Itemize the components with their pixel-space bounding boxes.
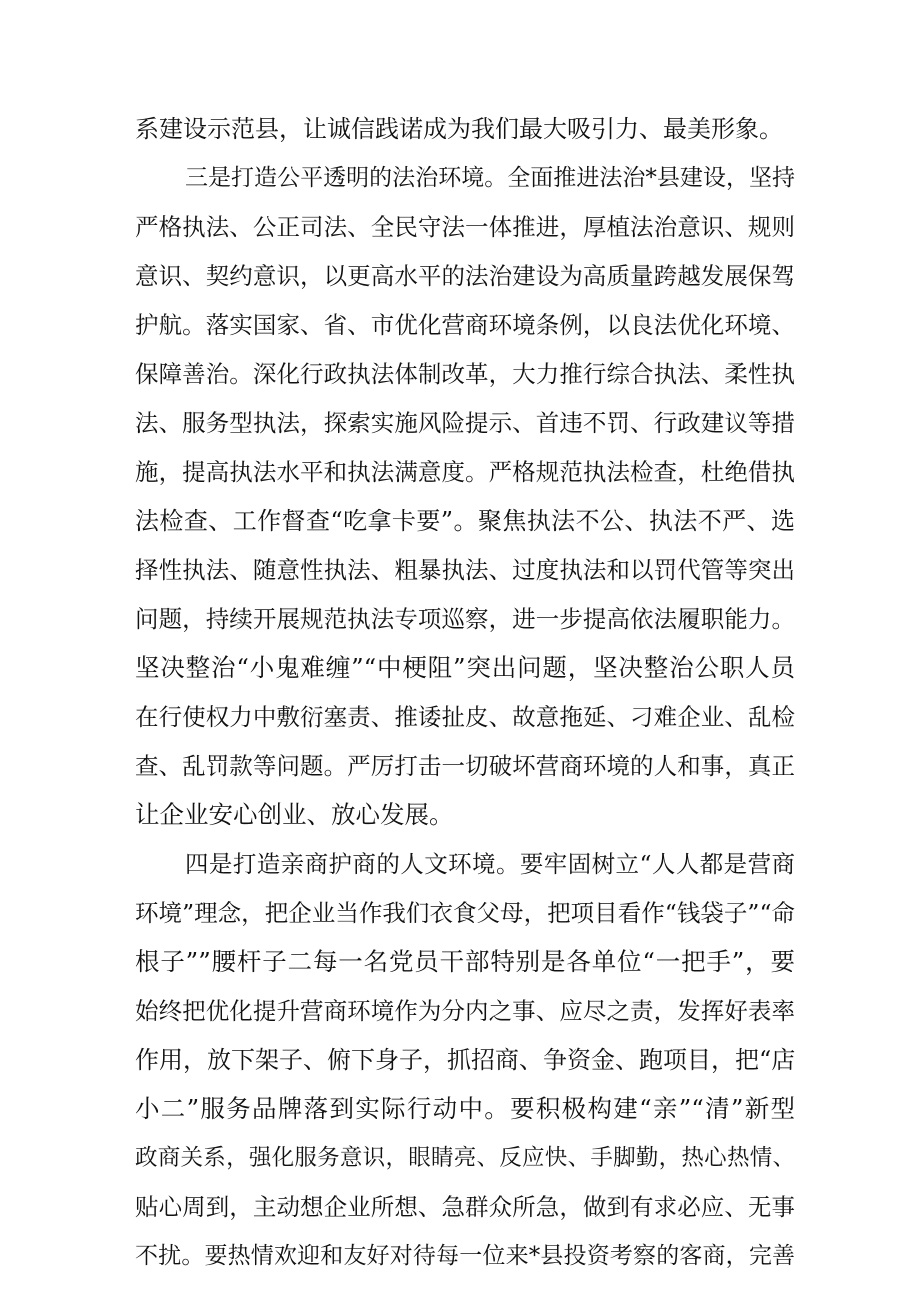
paragraph-line: 坚决整治“小鬼难缠”“中梗阻”突出问题，坚决整治公职人员 — [135, 653, 795, 682]
paragraph-line: 查、乱罚款等问题。严厉打击一切破坏营商环境的人和事，真正 — [135, 752, 795, 780]
paragraph-line: 系建设示范县，让诚信践诺成为我们最大吸引力、最美形象。 — [135, 115, 783, 143]
paragraph-line: 四是打造亲商护商的人文环境。要牢固树立“人人都是营商 — [185, 850, 795, 878]
paragraph-line: 法、服务型执法，探索实施风险提示、首违不罚、行政建议等措 — [135, 409, 795, 437]
paragraph-line: 施，提高执法水平和执法满意度。严格规范执法检查，杜绝借执 — [135, 458, 795, 486]
paragraph-line: 法检查、工作督查“吃拿卡要”。聚焦执法不公、执法不严、选 — [135, 507, 795, 535]
paragraph-line: 让企业安心创业、放心发展。 — [135, 800, 454, 829]
paragraph-line: 根子””腰杆子二每一名党员干部特别是各单位“一把手”，要 — [135, 947, 795, 976]
paragraph-line: 保障善治。深化行政执法体制改革，大力推行综合执法、柔性执 — [135, 360, 795, 388]
paragraph-line: 政商关系，强化服务意识，眼睛亮、反应快、手脚勤，热心热情、 — [135, 1145, 795, 1171]
paragraph-line: 小二”服务品牌落到实际行动中。要积极构建“亲”“清”新型 — [135, 1094, 795, 1123]
paragraph-line: 在行使权力中敷衍塞责、推诿扯皮、故意拖延、刁难企业、乱检 — [135, 703, 795, 731]
paragraph-line: 不扰。要热情欢迎和友好对待每一位来*县投资考察的客商，完善 — [135, 1243, 795, 1269]
paragraph-line: 严格执法、公正司法、全民守法一体推进，厚植法治意识、规则 — [135, 213, 795, 241]
paragraph-line: 问题，持续开展规范执法专项巡察，进一步提高依法履职能力。 — [135, 605, 795, 633]
paragraph-line: 贴心周到，主动想企业所想、急群众所急，做到有求必应、无事 — [135, 1193, 795, 1221]
paragraph-line: 意识、契约意识，以更高水平的法治建设为高质量跨越发展保驾 — [135, 262, 795, 290]
paragraph-line: 择性执法、随意性执法、粗暴执法、过度执法和以罚代管等突出 — [135, 556, 795, 584]
paragraph-line: 环境”理念，把企业当作我们衣食父母，把项目看作“钱袋子”“命 — [135, 899, 795, 927]
paragraph-line: 始终把优化提升营商环境作为分内之事、应尽之责，发挥好表率 — [135, 997, 795, 1025]
paragraph-line: 护航。落实国家、省、市优化营商环境条例，以良法优化环境、 — [135, 311, 795, 339]
paragraph-line: 作用，放下架子、俯下身子，抓招商、争资金、跑项目，把“店 — [135, 1046, 795, 1074]
paragraph-line: 三是打造公平透明的法治环境。全面推进法治*县建设，坚持 — [185, 165, 795, 191]
